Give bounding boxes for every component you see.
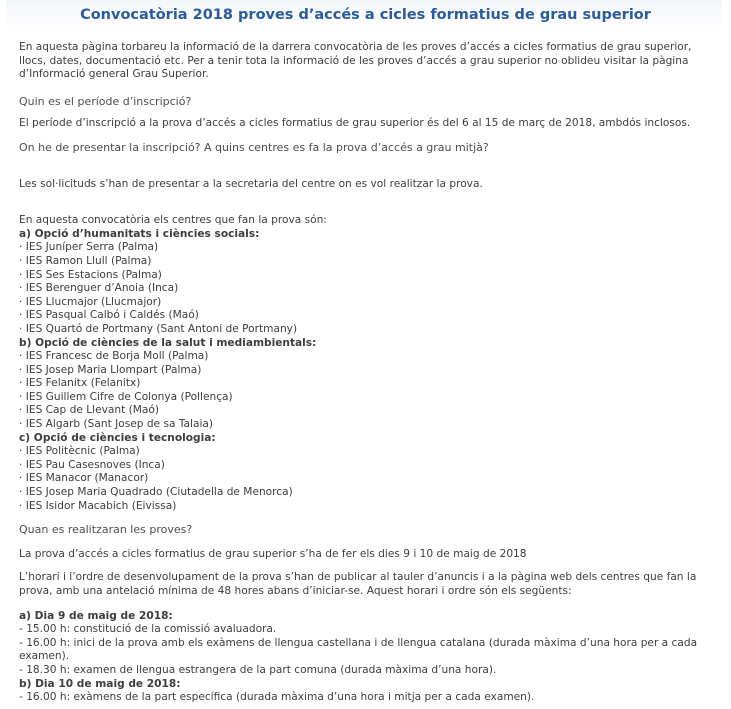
answer-registration-period: El període d’inscripció a la prova d’accés a cicles formatius de grau superior és del 6 al 15 de març de 2018, ambdós inclosos. — [19, 117, 691, 130]
day1-item: - 15.00 h: constitució de la comissió avaluadora. — [19, 623, 277, 636]
answer-where-to-register: Les sol·licituds s’han de presentar a la secretaria del centre on es vol realitzar la prova. — [19, 177, 483, 190]
option-b-label: b) Opció de ciències de la salut i mediambientals: — [19, 336, 317, 349]
schedule-paragraph: L’horari i l’ordre de desenvolupament de la prova s’han de publicar al tauler d’anuncis i a la pàgina web dels centres que fan la prova, amb una antelació mínima de 48 hores abans d’iniciar-se. Aquest horari i ordre són els següents: — [19, 571, 697, 597]
list-item: · IES Cap de Llevant (Maó) — [19, 404, 719, 418]
option-c-list — [19, 445, 719, 513]
content — [19, 41, 719, 705]
list-item: · IES Algarb (Sant Josep de sa Talaia) — [19, 418, 719, 432]
centres-intro: En aquesta convocatòria els centres que fan la prova són: — [19, 214, 327, 227]
intro-paragraph: En aquesta pàgina torbareu la informació de la darrera convocatòria de les proves d’accés a cicles formatius de grau superior, llocs, dates, documentació etc. Per a tenir tota la informació de les proves d’accés a grau superior no oblideu visitar la pàgina d’Informació general Grau Superior. — [19, 41, 692, 81]
list-item: · IES Josep Maria Llompart (Palma) — [19, 364, 719, 378]
list-item: · IES Manacor (Manacor) — [19, 472, 719, 486]
list-item: · IES Berenguer d’Anoia (Inca) — [19, 282, 719, 296]
question-where-to-register: On he de presentar la inscripció? A quins centres es fa la prova d’accés a grau mitjà? — [19, 140, 489, 154]
day1-item: - 16.00 h: inici de la prova amb els exàmens de llengua castellana i de llengua catalana (durada màxima d’una hora per a cada examen). — [19, 636, 698, 663]
list-item: · IES Juníper Serra (Palma) — [19, 241, 719, 255]
day2-item: - 16.00 h: exàmens de la part específica (durada màxima d’una hora i mitja per a cada examen). — [19, 691, 535, 704]
question-exam-dates: Quan es realitzaran les proves? — [19, 523, 193, 537]
page-title: Convocatòria 2018 proves d’accés a cicles formatius de grau superior — [80, 7, 651, 23]
list-item: · IES Llucmajor (Llucmajor) — [19, 296, 719, 310]
option-b-list — [19, 350, 719, 432]
list-item: · IES Isidor Macabich (Eivissa) — [19, 500, 719, 514]
list-item: · IES Ramon Llull (Palma) — [19, 255, 719, 269]
option-c-label: c) Opció de ciències i tecnologia: — [19, 431, 216, 444]
answer-exam-dates: La prova d’accés a cicles formatius de grau superior s’ha de fer els dies 9 i 10 de maig de 2018 — [19, 547, 527, 560]
list-item: · IES Ses Estacions (Palma) — [19, 269, 719, 283]
list-item: · IES Quartó de Portmany (Sant Antoni de Portmany) — [19, 323, 719, 337]
day2-label: b) Dia 10 de maig de 2018: — [19, 677, 181, 690]
list-item: · IES Francesc de Borja Moll (Palma) — [19, 350, 719, 364]
list-item: · IES Guillem Cifre de Colonya (Pollença) — [19, 391, 719, 405]
option-a-list — [19, 241, 719, 336]
option-a-label: a) Opció d’humanitats i ciències socials: — [19, 227, 260, 240]
day1-label: a) Dia 9 de maig de 2018: — [19, 609, 173, 622]
list-item: · IES Pasqual Calbó i Caldés (Maó) — [19, 309, 719, 323]
list-item: · IES Felanitx (Felanitx) — [19, 377, 719, 391]
question-registration-period: Quin es el període d’inscripció? — [19, 94, 192, 108]
list-item: · IES Politècnic (Palma) — [19, 445, 719, 459]
list-item: · IES Pau Casesnoves (Inca) — [19, 459, 719, 473]
day1-item: - 18.30 h: examen de llengua estrangera de la part comuna (durada màxima d’una hora). — [19, 663, 497, 676]
list-item: · IES Josep Maria Quadrado (Ciutadella de Menorca) — [19, 486, 719, 500]
